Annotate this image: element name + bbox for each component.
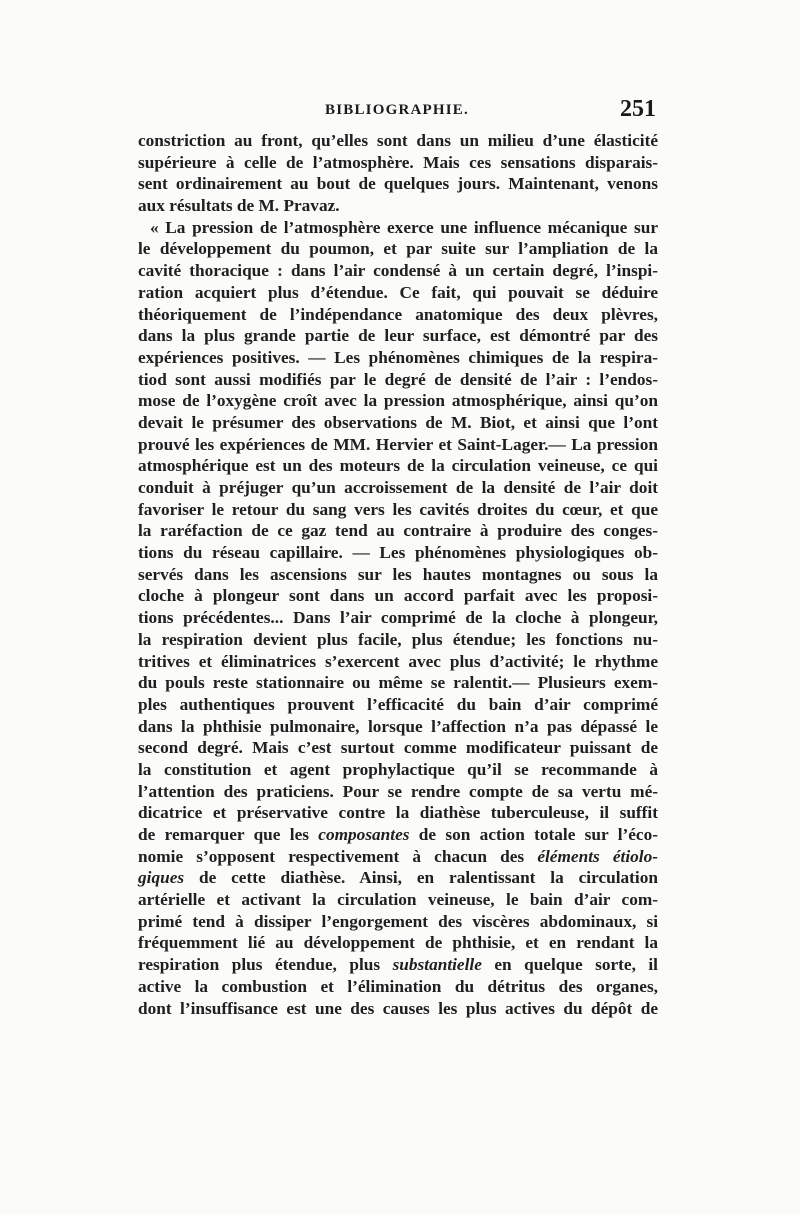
text-line: tiod sont aussi modifiés par le degré de densité de l’air : l’endos- [138,369,658,389]
text-line: fréquemment lié au développement de phthisie, et en rendant la [138,933,658,953]
text-line: tions du réseau capillaire. — Les phénomènes physiologiques ob- [138,543,658,563]
text-line: la raréfaction de ce gaz tend au contraire à produire des conges- [138,521,658,541]
text-line: l’attention des praticiens. Pour se rendre compte de sa vertu mé- [138,781,658,801]
text-line: conduit à préjuger qu’un accroissement de la densité de l’air doit [138,478,658,497]
text-line: tritives et éliminatrices s’exercent avec plus d’activité; le rhythme [138,651,658,671]
text-line: cloche à plongeur sont dans un accord parfait avec les proposi- [138,586,658,606]
text-line: dans la plus grande partie de leur surface, est démontré par des [138,326,658,346]
text-line: théoriquement de l’indépendance anatomique des deux plèvres, [138,304,658,324]
text-line: expériences positives. — Les phénomènes chimiques de la respira- [138,347,658,367]
text-line: sent ordinairement au bout de quelques jours. Maintenant, venons [138,174,658,194]
italic-term: éléments étiolo- [537,846,658,866]
text-line: la respiration devient plus facile, plus étendue; les fonctions nu- [138,629,658,649]
text-line: servés dans les ascensions sur les hautes montagnes ou sous la [138,564,658,584]
text-line: nomie s’opposent respectivement à chacun des éléments étiolo- [138,846,658,866]
text-line: la constitution et agent prophylactique qu’il se recommande à [138,759,658,779]
text-line: prouvé les expériences de MM. Hervier et Saint-Lager.— La pression [138,434,658,454]
text-line: dans la phthisie pulmonaire, lorsque l’affection n’a pas dépassé le [138,716,658,736]
text-line: second degré. Mais c’est surtout comme modificateur puissant de [138,738,658,758]
text-line: « La pression de l’atmosphère exerce une influence mécanique sur [150,217,658,237]
text-line: dont l’insuffisance est une des causes les plus actives du dépôt de [138,998,658,1018]
text-line: constriction au front, qu’elles sont dans un milieu d’une élasticité [138,131,658,150]
text-line: artérielle et activant la circulation veineuse, le bain d’air com- [138,890,658,910]
text-line: atmosphérique est un des moteurs de la circulation veineuse, ce qui [138,456,658,476]
page-number: 251 [620,96,656,122]
text-line: giques de cette diathèse. Ainsi, en ralentissant la circulation [138,868,658,888]
text-line: du pouls reste stationnaire ou même se ralentit.— Plusieurs exem- [138,673,658,693]
text-line: aux résultats de M. Pravaz. [138,196,340,216]
text-line: cavité thoracique : dans l’air condensé à un certain degré, l’inspi- [138,261,658,281]
text-line: primé tend à dissiper l’engorgement des viscères abdominaux, si [138,911,658,931]
page-header [138,96,656,126]
text-line: respiration plus étendue, plus substantielle en quelque sorte, il [138,955,658,975]
text-line: devait le présumer des observations de M. Biot, et ainsi que l’ont [138,412,658,432]
text-line: supérieure à celle de l’atmosphère. Mais ces sensations disparais- [138,152,658,172]
text-line: tions précédentes... Dans l’air comprimé de la cloche à plongeur, [138,608,658,628]
running-head: BIBLIOGRAPHIE. [325,102,469,118]
body-text [138,130,658,1019]
text-line: mose de l’oxygène croît avec la pression atmosphérique, ainsi qu’on [138,391,658,411]
italic-term: substantielle [392,955,482,975]
text-line: active la combustion et l’élimination du détritus des organes, [138,976,658,996]
text-line: ples authentiques prouvent l’efficacité du bain d’air comprimé [138,694,658,714]
text-line: dicatrice et préservative contre la diathèse tuberculeuse, il suffit [138,803,658,823]
italic-term: composantes [318,825,410,844]
italic-term: giques [138,868,185,888]
text-line: favoriser le retour du sang vers les cavités droites du cœur, et que [138,499,658,519]
text-line: ration acquiert plus d’étendue. Ce fait, qui pouvait se déduire [138,282,658,302]
text-line: le développement du poumon, et par suite sur l’ampliation de la [138,239,658,259]
text-line: de remarquer que les composantes de son action totale sur l’éco- [138,825,658,844]
